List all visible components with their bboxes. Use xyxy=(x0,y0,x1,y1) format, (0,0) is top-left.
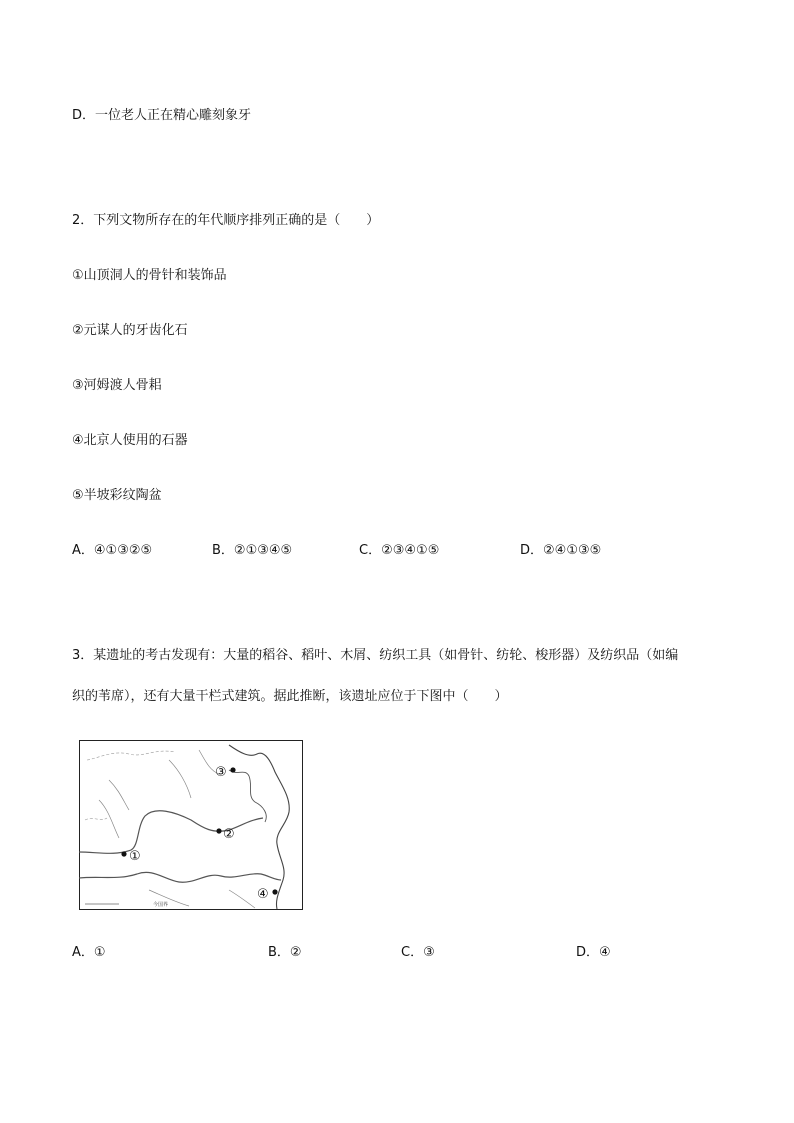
q3-stem-line2: 织的苇席），还有大量干栏式建筑。据此推断，该遗址应位于下图中（ ） xyxy=(72,689,508,704)
map-marker-2: ② xyxy=(223,827,235,842)
map-marker-4: ④ xyxy=(257,887,269,902)
map-dot xyxy=(216,828,221,833)
q2-item: ⑤半坡彩纹陶盆 xyxy=(72,488,162,503)
q3-option-b[interactable]: B．② xyxy=(268,945,302,960)
q3-option-d[interactable]: D．④ xyxy=(576,945,611,960)
q2-item: ①山顶洞人的骨针和装饰品 xyxy=(72,268,227,283)
q2-option-b[interactable]: B．②①③④⑤ xyxy=(212,543,293,558)
q1-option-d: D．一位老人正在精心雕刻象牙 xyxy=(72,108,252,123)
q2-option-d[interactable]: D．②④①③⑤ xyxy=(520,543,602,558)
map-legend: 今国界 xyxy=(153,902,169,908)
china-map xyxy=(79,740,303,910)
china-map-svg xyxy=(79,740,303,910)
q2-option-a[interactable]: A．④①③②⑤ xyxy=(72,543,153,558)
map-dot xyxy=(121,851,126,856)
q3-stem-line1: 3．某遗址的考古发现有：大量的稻谷、稻叶、木屑、纺织工具（如骨针、纺轮、梭形器）及纺织品（如编 xyxy=(72,648,679,663)
q2-option-c[interactable]: C．②③④①⑤ xyxy=(359,543,440,558)
map-dot xyxy=(272,889,277,894)
map-dot xyxy=(230,767,235,772)
q3-option-a[interactable]: A．① xyxy=(72,945,106,960)
map-marker-3: ③ xyxy=(215,765,227,780)
q2-item: ②元谋人的牙齿化石 xyxy=(72,323,188,338)
q2-stem: 2．下列文物所存在的年代顺序排列正确的是（ ） xyxy=(72,213,380,228)
q2-item: ③河姆渡人骨耜 xyxy=(72,378,162,393)
q3-option-c[interactable]: C．③ xyxy=(401,945,435,960)
map-marker-1: ① xyxy=(129,849,141,864)
q2-item: ④北京人使用的石器 xyxy=(72,433,188,448)
